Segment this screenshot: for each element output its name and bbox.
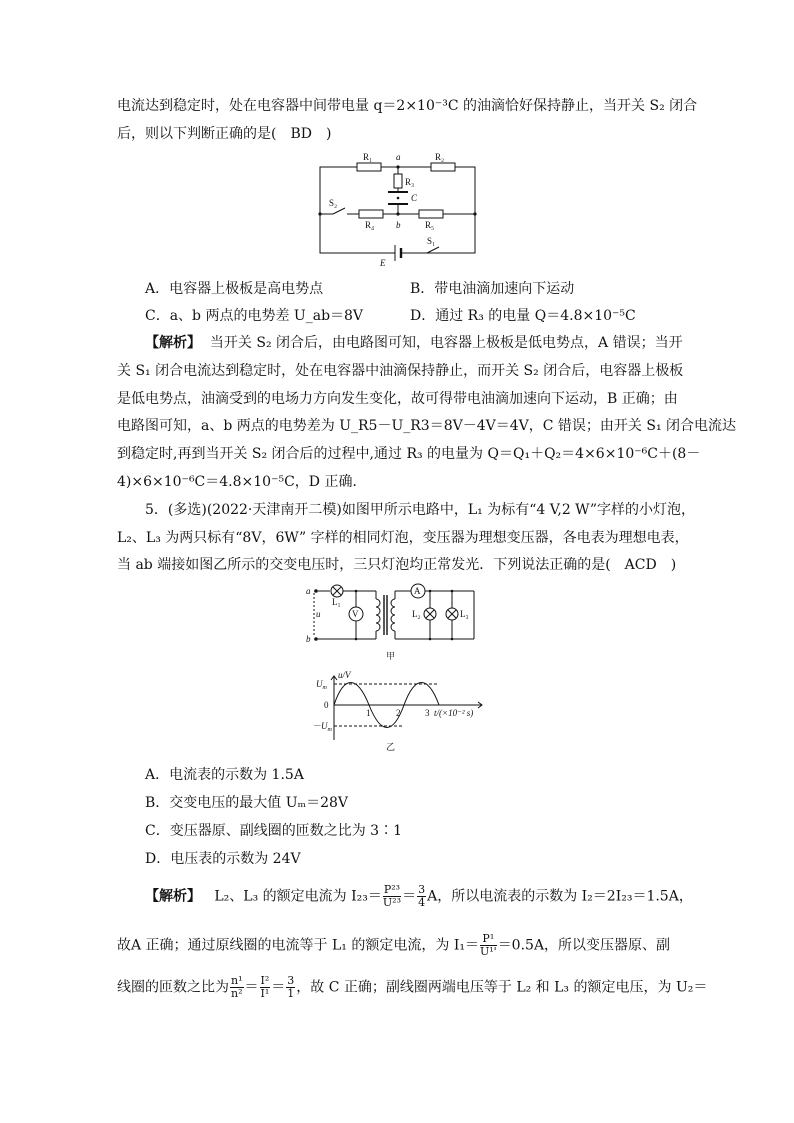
q5-stem-line-3: 当 ab 端接如图乙所示的交变电压时，三只灯泡均正常发光．下列说法正确的是( ACD ) (117, 557, 677, 573)
q5-figure-yi (310, 670, 500, 752)
q5-option-c: C．变压器原、副线圈的匝数之比为 3∶1 (145, 823, 402, 839)
q5-analysis-text-2b: ＝0.5A，所以变压器原、副 (497, 937, 671, 954)
q4-analysis-line-2: 关 S₁ 闭合电流达到稳定时，处在电容器中油滴保持静止，而开关 S₂ 闭合后，电容器上极板 (117, 363, 684, 379)
q5-option-d: D．电压表的示数为 24V (145, 851, 301, 867)
jia-label-a: a (306, 586, 311, 596)
q5-analysis-text-2a: 故A 正确；通过原线圈的电流等于 L₁ 的额定电流，为 I₁＝ (117, 937, 479, 954)
label-a: a (396, 152, 401, 162)
fraction-p1-u1: $\frac{\text{P¹}}{\text{U¹'}}$ (479, 932, 497, 958)
q4-stem-line-2: 后，则以下判断正确的是( BD ) (117, 126, 332, 142)
q4-option-a: A．电容器上极板是高电势点 (145, 281, 324, 297)
jia-label-L2: L₂ (412, 609, 421, 619)
label-S2: S₂ (329, 198, 338, 208)
jia-label-u: u (316, 609, 321, 619)
label-R1: R₁ (363, 152, 373, 162)
q4-analysis-line-6: 4)×6×10⁻⁶C＝4.8×10⁻⁵C，D 正确． (117, 474, 367, 490)
q5-figure-jia (304, 583, 484, 663)
q4-option-b: B．带电油滴加速向下运动 (410, 281, 575, 297)
q5-stem-line-2: L₂、L₃ 为两只标有“8V，6W” 字样的相同灯泡，变压器为理想变压器，各电表为理想电表， (117, 530, 689, 546)
label-R3: R₃ (405, 177, 415, 187)
jia-label-V: V (352, 609, 359, 619)
q5-analysis-line-1 (145, 884, 693, 909)
yi-tick-1: 1 (366, 708, 371, 718)
yi-tick-3: 3 (425, 708, 430, 718)
q4-analysis-line-3: 是低电势点，油滴受到的电场力方向发生变化，故可得带电油滴加速向下运动，B 正确；由 (117, 391, 678, 407)
label-S1: S₁ (427, 236, 436, 246)
analysis-tag: 【解析】 (145, 335, 201, 351)
q5-analysis-text-1a: L₂、L₃ 的额定电流为 I₂₃＝ (214, 888, 382, 905)
jia-label-b: b (306, 634, 311, 644)
label-R4: R₄ (365, 220, 375, 230)
label-R5: R₅ (425, 220, 435, 230)
fraction-i2-i1: $\frac{\text{I²}}{\text{I¹}}$ (260, 974, 270, 1000)
q4-option-d: D．通过 R₃ 的电量 Q＝4.8×10⁻⁵C (410, 308, 636, 324)
fraction-n1-n2: $\frac{\text{n¹}}{\text{n²}}$ (231, 974, 243, 1000)
jia-caption: 甲 (386, 651, 396, 661)
fraction-p23-u23: $\frac{\text{P²³}}{\text{U²³}}$ (382, 883, 401, 909)
q5-option-a: A．电流表的示数为 1.5A (145, 767, 304, 783)
q4-analysis-line-4: 电路图可知，a、b 两点的电势差为 U_R5－U_R3＝8V－4V＝4V，C 错误；由开关 S₁ 闭合电流达 (117, 418, 737, 434)
label-R2: R₂ (435, 152, 445, 162)
q5-analysis-line-2 (117, 933, 670, 958)
q4-analysis-text-1: 当开关 S₂ 闭合后，由电路图可知，电容器上极板是低电势点，A 错误；当开 (209, 335, 683, 351)
q5-analysis-text-3b: ，故 C 正确；副线圈两端电压等于 L₂ 和 L₃ 的额定电压，为 U₂＝ (296, 979, 708, 996)
yi-neg-Um: $-U_m$ (312, 721, 332, 733)
q5-option-b: B．交变电压的最大值 Uₘ＝28V (145, 795, 349, 811)
jia-label-L1: L₁ (332, 597, 341, 607)
q5-analysis-line-3 (117, 975, 707, 1000)
q4-option-c: C．a、b 两点的电势差 U_ab＝8V (145, 308, 364, 324)
q5-stem-line-1: 5．(多选)(2022·天津南开二模)如图甲所示电路中，L₁ 为标有“4 V,2 W”字样的小灯泡， (145, 502, 695, 518)
analysis-tag: 【解析】 (145, 888, 201, 905)
equals-sign: ＝ (244, 979, 259, 996)
q4-stem-line-1: 电流达到稳定时，处在电容器中间带电量 q＝2×10⁻³C 的油滴恰好保持静止，当开关 S₂ 闭合 (117, 98, 698, 114)
yi-ylabel: u/V (338, 670, 351, 680)
fraction-3-1: $\frac{3}{1}$ (287, 974, 295, 1000)
q4-circuit-diagram (315, 148, 480, 270)
label-E: E (380, 258, 386, 268)
label-b: b (396, 220, 401, 230)
equals-sign: ＝ (271, 979, 286, 996)
yi-Um: $U_m$ (316, 679, 327, 691)
q4-analysis-line-5: 到稳定时,再到当开关 S₂ 闭合后的过程中,通过 R₃ 的电量为 Q＝Q₁＋Q₂＝4×6×10⁻⁶C＋(8－ (117, 446, 701, 462)
jia-label-A: A (414, 586, 421, 596)
label-C: C (411, 193, 418, 203)
q5-analysis-text-3a: 线圈的匝数之比为 (117, 979, 229, 996)
q4-analysis-line-1 (145, 333, 683, 353)
q5-analysis-text-1b: A，所以电流表的示数为 I₂＝2I₂₃＝1.5A， (427, 888, 693, 905)
yi-xlabel: t/(×10⁻² s) (434, 708, 474, 718)
fraction-3-4: $\frac{3}{4}$ (418, 883, 426, 909)
yi-tick-2: 2 (396, 708, 401, 718)
equals-sign: ＝ (402, 888, 417, 905)
yi-caption: 乙 (386, 742, 396, 752)
yi-zero: 0 (324, 700, 329, 710)
jia-label-L3: L₃ (460, 609, 469, 619)
